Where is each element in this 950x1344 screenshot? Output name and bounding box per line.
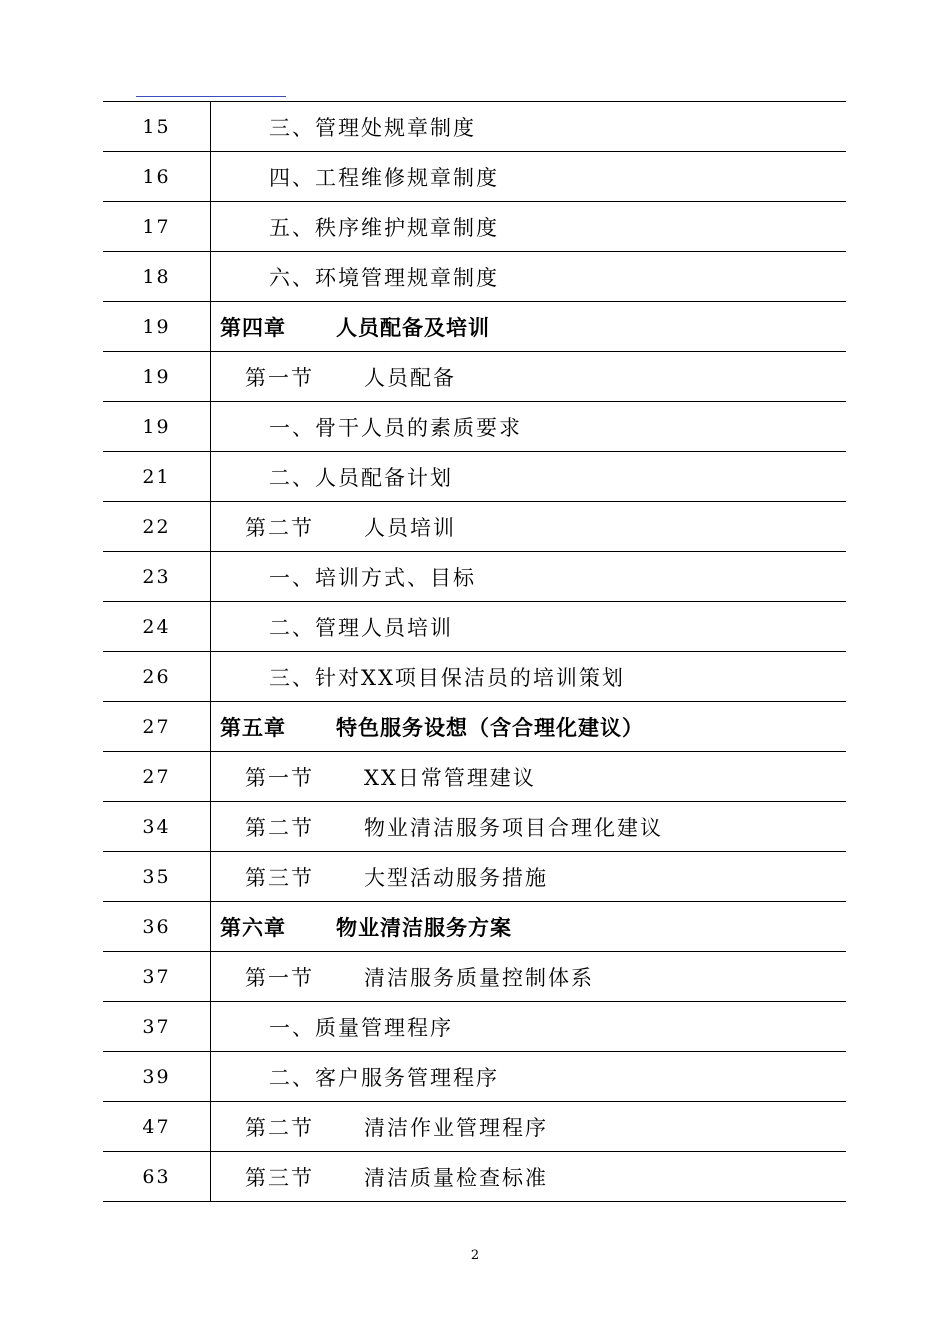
section-name: 人员配备 [364,365,456,390]
section-name: 清洁质量检查标准 [364,1165,548,1190]
table-row [103,202,846,252]
chapter-title [211,302,847,352]
chapter-label: 第六章 [220,915,286,940]
section-name: 清洁服务质量控制体系 [364,965,594,990]
item-title: 二、客户服务管理程序 [211,1052,847,1102]
chapter-title [211,702,847,752]
section-name: 人员培训 [364,515,456,540]
chapter-name: 人员配备及培训 [336,315,490,340]
page-cell: 27 [103,752,211,802]
table-row [103,252,846,302]
section-title [211,1102,847,1152]
table-row [103,352,846,402]
item-title: 三、管理处规章制度 [211,102,847,152]
table-row [103,902,846,952]
toc-table [103,101,846,1202]
table-row [103,552,846,602]
page-cell: 19 [103,402,211,452]
section-title [211,802,847,852]
page-cell: 19 [103,352,211,402]
table-row [103,1152,846,1202]
page-cell: 23 [103,552,211,602]
page-cell: 63 [103,1152,211,1202]
item-title: 四、工程维修规章制度 [211,152,847,202]
page-cell: 21 [103,452,211,502]
table-row [103,102,846,152]
section-label: 第二节 [245,815,314,840]
page-cell: 27 [103,702,211,752]
chapter-label: 第五章 [220,715,286,740]
section-name: 清洁作业管理程序 [364,1115,548,1140]
chapter-label: 第四章 [220,315,286,340]
table-row [103,302,846,352]
page-cell: 22 [103,502,211,552]
table-row [103,1002,846,1052]
section-title [211,1152,847,1202]
page-cell: 26 [103,652,211,702]
section-label: 第三节 [245,1165,314,1190]
page-cell: 35 [103,852,211,902]
table-row [103,852,846,902]
page-cell: 37 [103,1002,211,1052]
table-row [103,702,846,752]
table-row [103,602,846,652]
item-title: 五、秩序维护规章制度 [211,202,847,252]
item-title: 二、人员配备计划 [211,452,847,502]
section-title [211,852,847,902]
section-label: 第二节 [245,515,314,540]
section-label: 第三节 [245,865,314,890]
chapter-title [211,902,847,952]
section-name: XX日常管理建议 [364,765,536,790]
page-cell: 16 [103,152,211,202]
section-label: 第一节 [245,965,314,990]
page-cell: 39 [103,1052,211,1102]
table-row [103,152,846,202]
table-row [103,452,846,502]
item-title: 三、针对XX项目保洁员的培训策划 [211,652,847,702]
table-row [103,802,846,852]
section-title [211,952,847,1002]
section-label: 第二节 [245,1115,314,1140]
page-number: 2 [470,1248,480,1263]
page-cell: 36 [103,902,211,952]
page-cell: 15 [103,102,211,152]
section-label: 第一节 [245,365,314,390]
table-row [103,952,846,1002]
section-name: 物业清洁服务项目合理化建议 [364,815,663,840]
page-cell: 18 [103,252,211,302]
table-row [103,652,846,702]
section-title [211,752,847,802]
page-cell: 34 [103,802,211,852]
section-label: 第一节 [245,765,314,790]
section-title [211,502,847,552]
header-rule [136,96,286,97]
page-cell: 37 [103,952,211,1002]
chapter-name: 物业清洁服务方案 [336,915,512,940]
item-title: 一、质量管理程序 [211,1002,847,1052]
table-row [103,752,846,802]
page-cell: 17 [103,202,211,252]
section-title [211,352,847,402]
table-row [103,1052,846,1102]
item-title: 一、骨干人员的素质要求 [211,402,847,452]
table-row [103,502,846,552]
item-title: 二、管理人员培训 [211,602,847,652]
page-cell: 47 [103,1102,211,1152]
table-row [103,402,846,452]
page-cell: 19 [103,302,211,352]
page-cell: 24 [103,602,211,652]
chapter-name: 特色服务设想（含合理化建议） [336,715,644,740]
section-name: 大型活动服务措施 [364,865,548,890]
item-title: 六、环境管理规章制度 [211,252,847,302]
table-row [103,1102,846,1152]
item-title: 一、培训方式、目标 [211,552,847,602]
